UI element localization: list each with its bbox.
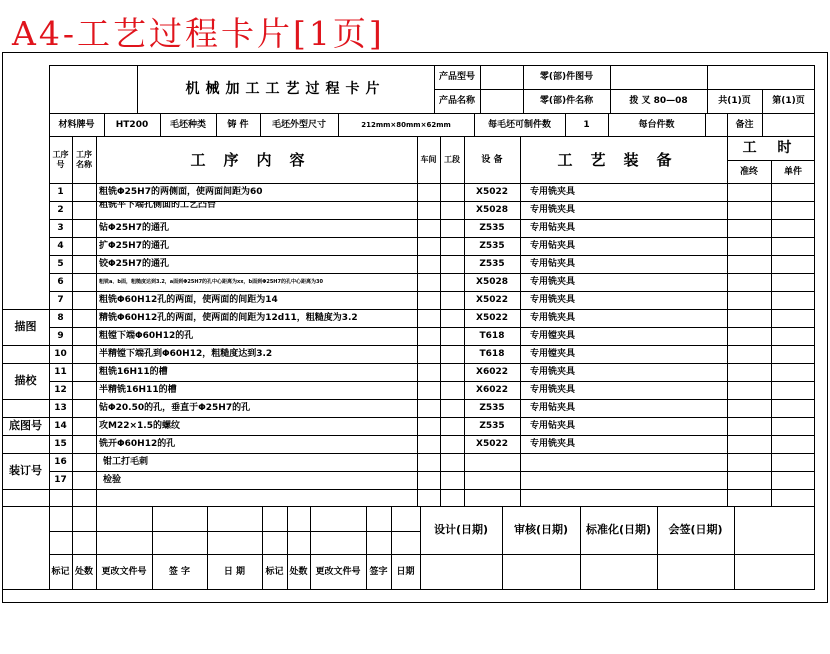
header-op-content: 工序内容: [190, 150, 323, 169]
side-label-base-drawing-no: 底图号: [9, 419, 42, 432]
total-pages: 共(1)页: [718, 96, 751, 106]
op-content[interactable]: 钻Φ25H7的通孔: [99, 223, 169, 233]
part-drawing-no-value[interactable]: [610, 65, 707, 89]
rev-header-count-2: 处数: [289, 566, 308, 577]
op-equipment[interactable]: X5022: [476, 313, 508, 323]
op-equipment[interactable]: X5022: [476, 439, 508, 449]
op-content[interactable]: 钳工打毛刺: [103, 457, 149, 467]
op-no: 12: [54, 385, 67, 395]
op-content[interactable]: 粗铣16H11的槽: [99, 367, 168, 377]
rev-header-count: 处数: [74, 566, 93, 577]
op-tooling[interactable]: 专用镗夹具: [530, 331, 576, 341]
blank-size-label: 毛坯外型尺寸: [271, 119, 326, 130]
page-title: A4-工艺过程卡片[1页]: [12, 14, 385, 53]
blank-type-label: 毛坯种类: [169, 119, 206, 130]
sign-review: 审核(日期): [513, 523, 569, 536]
rev-header-change-doc: 更改文件号: [101, 566, 147, 577]
op-no: 6: [57, 277, 64, 287]
op-tooling[interactable]: [520, 471, 727, 489]
op-no: 11: [54, 367, 67, 377]
part-drawing-no-label: 零(部)件图号: [539, 72, 594, 82]
sign-design: 设计(日期): [433, 523, 489, 536]
op-equipment[interactable]: Z535: [479, 421, 505, 431]
side-label-trace-check: 描校: [14, 374, 37, 387]
op-equipment[interactable]: [464, 453, 520, 471]
op-tooling[interactable]: 专用铣夹具: [530, 313, 576, 323]
op-content[interactable]: 粗铣Φ60H12孔的两面，使两面的间距为14: [99, 295, 278, 305]
sign-standardization-field[interactable]: [580, 554, 657, 589]
op-no: 5: [57, 259, 64, 269]
op-equipment[interactable]: T618: [479, 331, 505, 341]
material-label: 材料牌号: [58, 119, 95, 130]
rev-header-date-2: 日期: [396, 566, 415, 577]
header-op-name-line1: 工序: [76, 149, 92, 159]
op-equipment[interactable]: X5028: [476, 277, 508, 287]
op-no: 9: [57, 331, 64, 341]
sign-countersign-field[interactable]: [657, 554, 734, 589]
op-equipment[interactable]: Z535: [479, 223, 505, 233]
header-op-name-line2: 名称: [76, 159, 92, 169]
op-no: 13: [54, 403, 67, 413]
blank-size-value[interactable]: 212mm×80mm×62mm: [361, 120, 451, 129]
header-op-no-line1: 工序: [52, 149, 69, 159]
parts-per-unit-label: 每台件数: [638, 119, 675, 130]
op-content[interactable]: 半精镗下端孔到Φ60H12，粗糙度达到3.2: [99, 349, 273, 359]
product-name-label: 产品名称: [438, 96, 475, 106]
header-op-name: [72, 136, 96, 183]
op-content[interactable]: 攻M22×1.5的螺纹: [99, 421, 180, 431]
rev-header-date: 日 期: [223, 566, 246, 577]
material-value[interactable]: HT200: [115, 119, 149, 130]
op-tooling[interactable]: 专用钻夹具: [530, 403, 576, 413]
rev-header-signature: 签 字: [168, 566, 191, 577]
header-section: 工段: [444, 154, 460, 164]
side-label-binding-no: 装订号: [9, 464, 42, 477]
card-title: 机械加工工艺过程卡片: [185, 81, 386, 97]
blank-type-value[interactable]: 铸 件: [227, 119, 249, 130]
op-tooling[interactable]: 专用铣夹具: [530, 187, 576, 197]
remarks-value[interactable]: [762, 113, 815, 136]
remarks-label: 备注: [735, 119, 754, 130]
op-content[interactable]: 半精铣16H11的槽: [99, 385, 177, 395]
op-tooling[interactable]: 专用铣夹具: [530, 385, 576, 395]
op-content[interactable]: 粗铣Φ25H7的两侧面，使两面间距为60: [99, 187, 263, 197]
rev-header-signature-2: 签字: [369, 566, 388, 577]
op-no: 16: [54, 457, 67, 467]
op-equipment[interactable]: [464, 471, 520, 489]
op-content[interactable]: 铣开Φ60H12的孔: [99, 439, 176, 449]
header-tooling: 工艺装备: [557, 150, 690, 169]
op-equipment[interactable]: Z535: [479, 403, 505, 413]
op-content[interactable]: 检验: [103, 475, 122, 485]
op-equipment[interactable]: X5022: [476, 295, 508, 305]
op-no: 17: [54, 475, 67, 485]
rev-header-mark: 标记: [51, 566, 70, 577]
parts-per-unit-value[interactable]: [705, 113, 727, 136]
op-content[interactable]: 粗铣a、b面，粗糙度达到3.2，a面到Φ25H7的孔中心距离为xx，b面到Φ25H7的孔中心距离为30: [99, 279, 323, 285]
op-tooling[interactable]: 专用钻夹具: [530, 241, 576, 251]
op-tooling[interactable]: 专用镗夹具: [530, 349, 576, 359]
sign-standardization: 标准化(日期): [585, 523, 652, 536]
product-name-value[interactable]: [480, 89, 523, 113]
op-no: 7: [57, 295, 64, 305]
op-content[interactable]: 粗镗下端Φ60H12的孔: [99, 331, 194, 341]
op-tooling[interactable]: 专用铣夹具: [530, 367, 576, 377]
op-no: 10: [54, 349, 67, 359]
op-equipment[interactable]: Z535: [479, 241, 505, 251]
op-tooling[interactable]: 专用铣夹具: [530, 205, 576, 215]
op-content[interactable]: 钻Φ20.50的孔，垂直于Φ25H7的孔: [99, 403, 251, 413]
op-equipment[interactable]: X5022: [476, 187, 508, 197]
sign-review-field[interactable]: [502, 554, 580, 589]
op-no: 8: [57, 313, 64, 323]
op-equipment[interactable]: Z535: [479, 259, 505, 269]
op-tooling[interactable]: 专用铣夹具: [530, 439, 576, 449]
op-equipment[interactable]: X6022: [476, 367, 508, 377]
op-no: 1: [57, 187, 64, 197]
op-content[interactable]: 铰Φ25H7的通孔: [99, 259, 169, 269]
op-tooling[interactable]: 专用铣夹具: [530, 277, 576, 287]
header-op-no: [49, 136, 72, 183]
parts-per-blank-label: 每毛坯可制件数: [487, 119, 551, 130]
op-tooling[interactable]: [520, 453, 727, 471]
page-number: 第(1)页: [772, 96, 805, 106]
sign-design-field[interactable]: [420, 554, 502, 589]
part-name-value[interactable]: 拨 叉 80—08: [629, 96, 688, 106]
parts-per-blank-value[interactable]: 1: [583, 119, 590, 130]
header-prep-time: 准终: [739, 166, 758, 177]
op-equipment[interactable]: X5028: [476, 205, 508, 215]
header-unit-time: 单件: [783, 166, 802, 177]
op-content[interactable]: 扩Φ25H7的通孔: [99, 241, 169, 251]
product-model-label: 产品型号: [438, 72, 475, 82]
sign-countersign: 会签(日期): [668, 523, 723, 536]
op-no: 14: [54, 421, 67, 431]
op-tooling[interactable]: 专用钻夹具: [530, 421, 576, 431]
op-tooling[interactable]: 专用钻夹具: [530, 259, 576, 269]
op-no: 2: [57, 205, 64, 215]
header-workshop: 车间: [420, 154, 437, 164]
header-man-hours: 工 时: [742, 140, 800, 156]
rev-header-mark-2: 标记: [265, 566, 284, 577]
op-content[interactable]: 精铣Φ60H12孔的两面，使两面的间距为12d11，粗糙度为3.2: [99, 313, 358, 323]
header-equipment: 设 备: [481, 154, 503, 165]
side-label-tracing: 描图: [14, 320, 37, 333]
op-equipment[interactable]: X6022: [476, 385, 508, 395]
op-content[interactable]: 粗铣平下端孔侧面的工艺凸台: [99, 201, 217, 210]
product-model-value[interactable]: [480, 65, 523, 89]
op-no: 4: [57, 241, 64, 251]
op-tooling[interactable]: 专用铣夹具: [530, 295, 576, 305]
op-content[interactable]: [96, 489, 417, 506]
op-equipment[interactable]: T618: [479, 349, 505, 359]
rev-header-change-doc-2: 更改文件号: [315, 566, 361, 577]
op-tooling[interactable]: 专用钻夹具: [530, 223, 576, 233]
op-no: 15: [54, 439, 67, 449]
part-name-label: 零(部)件名称: [539, 96, 594, 106]
op-no: 3: [57, 223, 64, 233]
header-op-no-line2: 号: [56, 159, 65, 169]
